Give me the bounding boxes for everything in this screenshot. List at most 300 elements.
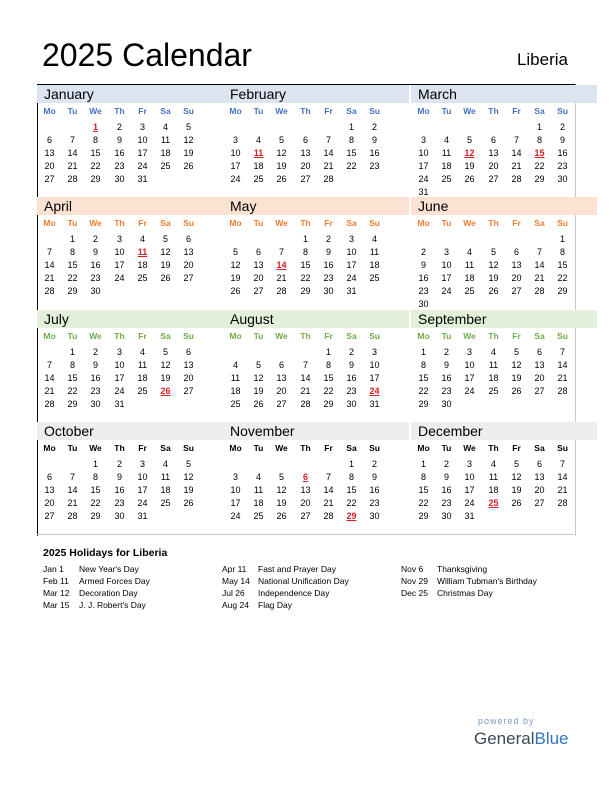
day-cell: 4 bbox=[490, 347, 496, 357]
day-cell: 14 bbox=[44, 373, 55, 383]
day-cell: 12 bbox=[488, 260, 499, 270]
weekday-label: Sa bbox=[160, 106, 171, 116]
holiday-day: 29 bbox=[346, 511, 357, 521]
day-cell: 30 bbox=[441, 399, 452, 409]
day-cell: 10 bbox=[464, 472, 475, 482]
day-cell: 10 bbox=[114, 360, 125, 370]
day-cell: 30 bbox=[346, 399, 357, 409]
day-cell: 8 bbox=[348, 135, 354, 145]
day-cell: 8 bbox=[69, 247, 75, 257]
calendar-bottom-rule bbox=[37, 534, 574, 535]
day-cell: 11 bbox=[488, 360, 499, 370]
day-cell: 18 bbox=[137, 373, 148, 383]
day-cell: 28 bbox=[534, 286, 545, 296]
powered-by-label: powered by bbox=[478, 716, 535, 726]
day-cell: 1 bbox=[302, 234, 308, 244]
day-cell: 5 bbox=[466, 135, 472, 145]
weekday-label: Sa bbox=[534, 218, 545, 228]
day-cell: 13 bbox=[253, 260, 264, 270]
month-name: October bbox=[44, 423, 94, 439]
day-cell: 28 bbox=[557, 498, 568, 508]
holiday-item bbox=[43, 563, 213, 575]
month-header bbox=[411, 422, 597, 440]
day-cell: 13 bbox=[44, 148, 55, 158]
day-cell: 20 bbox=[44, 498, 55, 508]
day-cell: 19 bbox=[276, 161, 287, 171]
day-cell: 20 bbox=[300, 498, 311, 508]
weekday-label: We bbox=[89, 443, 102, 453]
weekday-label: Th bbox=[114, 443, 125, 453]
holiday-day: 1 bbox=[92, 122, 98, 132]
holiday-column bbox=[43, 563, 213, 611]
day-cell: 6 bbox=[185, 347, 191, 357]
holiday-date: Nov 6 bbox=[401, 564, 424, 574]
day-cell: 21 bbox=[67, 161, 78, 171]
day-cell: 22 bbox=[90, 498, 101, 508]
day-cell: 24 bbox=[441, 286, 452, 296]
weekday-label: Fr bbox=[138, 106, 147, 116]
weekday-label: Th bbox=[488, 331, 499, 341]
day-cell: 3 bbox=[466, 459, 472, 469]
day-cell: 1 bbox=[420, 459, 426, 469]
day-cell: 1 bbox=[69, 347, 75, 357]
day-cell: 2 bbox=[92, 234, 98, 244]
day-cell: 27 bbox=[300, 511, 311, 521]
weekday-label: Tu bbox=[67, 331, 78, 341]
holiday-item bbox=[401, 575, 571, 587]
day-cell: 28 bbox=[67, 174, 78, 184]
day-cell: 28 bbox=[300, 399, 311, 409]
day-cell: 4 bbox=[139, 234, 145, 244]
day-cell: 5 bbox=[513, 459, 519, 469]
weekday-label: Tu bbox=[441, 218, 452, 228]
day-cell: 26 bbox=[253, 399, 264, 409]
month-june bbox=[411, 196, 597, 308]
day-cell: 16 bbox=[114, 148, 125, 158]
day-cell: 11 bbox=[441, 148, 452, 158]
day-cell: 2 bbox=[559, 122, 565, 132]
day-cell: 18 bbox=[488, 373, 499, 383]
day-cell: 4 bbox=[443, 135, 449, 145]
day-cell: 1 bbox=[69, 234, 75, 244]
holiday-name: William Tubman's Birthday bbox=[437, 576, 537, 586]
day-cell: 7 bbox=[559, 459, 565, 469]
weekday-label: We bbox=[463, 218, 476, 228]
holiday-name: New Year's Day bbox=[79, 564, 139, 574]
day-cell: 25 bbox=[137, 273, 148, 283]
day-cell: 4 bbox=[162, 122, 168, 132]
day-cell: 26 bbox=[464, 174, 475, 184]
weekday-label: Su bbox=[557, 443, 568, 453]
day-cell: 22 bbox=[323, 386, 334, 396]
day-cell: 26 bbox=[276, 174, 287, 184]
day-cell: 9 bbox=[348, 360, 354, 370]
day-cell: 8 bbox=[69, 360, 75, 370]
holidays-title: 2025 Holidays for Liberia bbox=[43, 547, 168, 559]
day-cell: 23 bbox=[369, 161, 380, 171]
day-cell: 14 bbox=[534, 260, 545, 270]
day-cell: 6 bbox=[278, 360, 284, 370]
day-cell: 15 bbox=[557, 260, 568, 270]
day-cell: 26 bbox=[230, 286, 241, 296]
weekday-label: Tu bbox=[441, 443, 452, 453]
day-cell: 20 bbox=[300, 161, 311, 171]
day-cell: 3 bbox=[232, 135, 238, 145]
day-cell: 16 bbox=[441, 485, 452, 495]
day-cell: 28 bbox=[44, 286, 55, 296]
weekday-label: Fr bbox=[324, 218, 333, 228]
day-cell: 31 bbox=[369, 399, 380, 409]
day-cell: 4 bbox=[232, 360, 238, 370]
day-cell: 11 bbox=[230, 373, 241, 383]
weekday-label: Sa bbox=[534, 331, 545, 341]
day-cell: 25 bbox=[160, 498, 171, 508]
day-cell: 9 bbox=[443, 472, 449, 482]
month-august bbox=[223, 309, 409, 421]
day-cell: 7 bbox=[46, 247, 52, 257]
day-cell: 19 bbox=[253, 386, 264, 396]
holiday-date: Jan 1 bbox=[43, 564, 64, 574]
day-cell: 17 bbox=[114, 373, 125, 383]
weekday-label: Mo bbox=[43, 331, 56, 341]
day-cell: 31 bbox=[346, 286, 357, 296]
day-cell: 1 bbox=[536, 122, 542, 132]
weekday-label: Th bbox=[300, 331, 311, 341]
weekday-label: Tu bbox=[67, 218, 78, 228]
day-cell: 19 bbox=[183, 485, 194, 495]
day-cell: 5 bbox=[255, 360, 261, 370]
month-march bbox=[411, 84, 597, 196]
brand-logo[interactable] bbox=[474, 729, 569, 749]
weekday-label: Mo bbox=[43, 106, 56, 116]
month-header bbox=[223, 197, 409, 215]
day-cell: 12 bbox=[230, 260, 241, 270]
month-header bbox=[411, 310, 597, 328]
holiday-day: 6 bbox=[302, 472, 308, 482]
day-cell: 7 bbox=[46, 360, 52, 370]
day-cell: 16 bbox=[441, 373, 452, 383]
day-cell: 5 bbox=[278, 472, 284, 482]
day-cell: 2 bbox=[443, 347, 449, 357]
day-cell: 28 bbox=[276, 286, 287, 296]
day-cell: 3 bbox=[139, 459, 145, 469]
day-cell: 15 bbox=[300, 260, 311, 270]
day-cell: 18 bbox=[464, 273, 475, 283]
day-cell: 10 bbox=[464, 360, 475, 370]
day-cell: 27 bbox=[276, 399, 287, 409]
day-cell: 24 bbox=[230, 174, 241, 184]
country-name: Liberia bbox=[516, 50, 568, 69]
day-cell: 24 bbox=[464, 386, 475, 396]
day-cell: 2 bbox=[443, 459, 449, 469]
holiday-item bbox=[43, 599, 213, 611]
day-cell: 6 bbox=[536, 459, 542, 469]
day-cell: 26 bbox=[183, 498, 194, 508]
weekday-label: Th bbox=[300, 218, 311, 228]
holiday-date: Nov 29 bbox=[401, 576, 428, 586]
day-cell: 16 bbox=[90, 373, 101, 383]
day-cell: 3 bbox=[443, 247, 449, 257]
weekday-label: Mo bbox=[417, 331, 430, 341]
day-cell: 13 bbox=[300, 148, 311, 158]
holiday-day: 25 bbox=[488, 498, 499, 508]
day-cell: 15 bbox=[418, 373, 429, 383]
weekday-label: Sa bbox=[346, 106, 357, 116]
day-cell: 12 bbox=[511, 472, 522, 482]
day-cell: 2 bbox=[371, 122, 377, 132]
day-cell: 14 bbox=[557, 472, 568, 482]
day-cell: 9 bbox=[371, 472, 377, 482]
day-cell: 2 bbox=[371, 459, 377, 469]
day-cell: 12 bbox=[276, 148, 287, 158]
day-cell: 14 bbox=[300, 373, 311, 383]
day-cell: 30 bbox=[114, 174, 125, 184]
day-cell: 8 bbox=[348, 472, 354, 482]
day-cell: 4 bbox=[162, 459, 168, 469]
month-header bbox=[223, 85, 409, 103]
month-july bbox=[37, 309, 223, 421]
day-cell: 15 bbox=[418, 485, 429, 495]
day-cell: 4 bbox=[255, 472, 261, 482]
weekday-label: We bbox=[463, 331, 476, 341]
weekday-label: Su bbox=[557, 218, 568, 228]
holiday-item bbox=[43, 587, 213, 599]
day-cell: 4 bbox=[255, 135, 261, 145]
holiday-name: Christmas Day bbox=[437, 588, 493, 598]
holiday-date: May 14 bbox=[222, 576, 250, 586]
weekday-label: We bbox=[275, 331, 288, 341]
day-cell: 20 bbox=[276, 386, 287, 396]
day-cell: 18 bbox=[160, 485, 171, 495]
day-cell: 28 bbox=[44, 399, 55, 409]
day-cell: 11 bbox=[369, 247, 380, 257]
day-cell: 5 bbox=[162, 234, 168, 244]
day-cell: 21 bbox=[67, 498, 78, 508]
day-cell: 24 bbox=[230, 511, 241, 521]
day-cell: 22 bbox=[67, 386, 78, 396]
day-cell: 21 bbox=[276, 273, 287, 283]
day-cell: 25 bbox=[137, 386, 148, 396]
day-cell: 6 bbox=[255, 247, 261, 257]
holiday-name: Flag Day bbox=[258, 600, 293, 610]
day-cell: 17 bbox=[464, 373, 475, 383]
day-cell: 5 bbox=[185, 122, 191, 132]
day-cell: 21 bbox=[534, 273, 545, 283]
day-cell: 9 bbox=[116, 472, 122, 482]
day-cell: 8 bbox=[559, 247, 565, 257]
day-cell: 17 bbox=[441, 273, 452, 283]
weekday-label: We bbox=[89, 331, 102, 341]
day-cell: 21 bbox=[323, 161, 334, 171]
day-cell: 4 bbox=[139, 347, 145, 357]
day-cell: 17 bbox=[137, 485, 148, 495]
day-cell: 1 bbox=[92, 459, 98, 469]
day-cell: 8 bbox=[420, 360, 426, 370]
day-cell: 27 bbox=[253, 286, 264, 296]
weekday-label: Fr bbox=[512, 106, 521, 116]
weekday-label: Tu bbox=[67, 106, 78, 116]
day-cell: 20 bbox=[44, 161, 55, 171]
weekday-label: Sa bbox=[534, 106, 545, 116]
day-cell: 8 bbox=[325, 360, 331, 370]
day-cell: 11 bbox=[160, 135, 171, 145]
day-cell: 19 bbox=[230, 273, 241, 283]
day-cell: 18 bbox=[230, 386, 241, 396]
day-cell: 22 bbox=[534, 161, 545, 171]
holiday-name: Armed Forces Day bbox=[79, 576, 150, 586]
day-cell: 13 bbox=[183, 247, 194, 257]
day-cell: 8 bbox=[302, 247, 308, 257]
day-cell: 19 bbox=[511, 485, 522, 495]
holiday-date: Dec 25 bbox=[401, 588, 428, 598]
day-cell: 10 bbox=[418, 148, 429, 158]
month-name: April bbox=[44, 198, 73, 214]
day-cell: 23 bbox=[114, 161, 125, 171]
day-cell: 5 bbox=[162, 347, 168, 357]
month-header bbox=[223, 310, 409, 328]
weekday-label: Mo bbox=[417, 443, 430, 453]
day-cell: 12 bbox=[511, 360, 522, 370]
month-header bbox=[223, 422, 409, 440]
weekday-label: Th bbox=[488, 218, 499, 228]
day-cell: 28 bbox=[511, 174, 522, 184]
month-header bbox=[37, 85, 223, 103]
brand-part-blue: Blue bbox=[534, 729, 569, 748]
weekday-label: Su bbox=[183, 106, 194, 116]
day-cell: 1 bbox=[348, 122, 354, 132]
month-name: September bbox=[418, 311, 487, 327]
day-cell: 17 bbox=[230, 498, 241, 508]
month-header bbox=[411, 197, 597, 215]
holiday-date: Jul 26 bbox=[222, 588, 245, 598]
day-cell: 20 bbox=[534, 485, 545, 495]
day-cell: 29 bbox=[90, 511, 101, 521]
month-header bbox=[37, 197, 223, 215]
day-cell: 21 bbox=[557, 373, 568, 383]
day-cell: 15 bbox=[90, 485, 101, 495]
month-january bbox=[37, 84, 223, 196]
day-cell: 23 bbox=[323, 273, 334, 283]
day-cell: 7 bbox=[559, 347, 565, 357]
weekday-label: Fr bbox=[324, 106, 333, 116]
day-cell: 31 bbox=[137, 511, 148, 521]
day-cell: 3 bbox=[466, 347, 472, 357]
day-cell: 16 bbox=[90, 260, 101, 270]
day-cell: 15 bbox=[323, 373, 334, 383]
day-cell: 5 bbox=[185, 459, 191, 469]
day-cell: 22 bbox=[557, 273, 568, 283]
day-cell: 17 bbox=[418, 161, 429, 171]
holiday-name: Decoration Day bbox=[79, 588, 138, 598]
day-cell: 11 bbox=[160, 472, 171, 482]
day-cell: 11 bbox=[464, 260, 475, 270]
holiday-date: Aug 24 bbox=[222, 600, 249, 610]
day-cell: 15 bbox=[90, 148, 101, 158]
day-cell: 13 bbox=[300, 485, 311, 495]
day-cell: 1 bbox=[420, 347, 426, 357]
day-cell: 13 bbox=[183, 360, 194, 370]
day-cell: 9 bbox=[371, 135, 377, 145]
weekday-label: Tu bbox=[441, 331, 452, 341]
day-cell: 25 bbox=[369, 273, 380, 283]
day-cell: 14 bbox=[67, 148, 78, 158]
holiday-item bbox=[401, 587, 571, 599]
month-november bbox=[223, 421, 409, 533]
day-cell: 8 bbox=[420, 472, 426, 482]
day-cell: 31 bbox=[137, 174, 148, 184]
month-may bbox=[223, 196, 409, 308]
weekday-label: Mo bbox=[229, 331, 242, 341]
day-cell: 10 bbox=[441, 260, 452, 270]
day-cell: 27 bbox=[534, 498, 545, 508]
weekday-label: Fr bbox=[512, 443, 521, 453]
day-cell: 24 bbox=[418, 174, 429, 184]
day-cell: 22 bbox=[418, 498, 429, 508]
month-name: November bbox=[230, 423, 295, 439]
day-cell: 13 bbox=[511, 260, 522, 270]
holiday-date: Feb 11 bbox=[43, 576, 69, 586]
month-header bbox=[411, 85, 597, 103]
day-cell: 22 bbox=[418, 386, 429, 396]
day-cell: 28 bbox=[67, 511, 78, 521]
day-cell: 17 bbox=[114, 260, 125, 270]
weekday-label: Su bbox=[369, 331, 380, 341]
weekday-label: Th bbox=[114, 106, 125, 116]
day-cell: 21 bbox=[323, 498, 334, 508]
month-name: August bbox=[230, 311, 274, 327]
weekday-label: We bbox=[89, 106, 102, 116]
weekday-label: Mo bbox=[43, 443, 56, 453]
day-cell: 12 bbox=[276, 485, 287, 495]
day-cell: 5 bbox=[232, 247, 238, 257]
day-cell: 1 bbox=[559, 234, 565, 244]
day-cell: 22 bbox=[346, 161, 357, 171]
holiday-name: Independence Day bbox=[258, 588, 330, 598]
day-cell: 15 bbox=[346, 485, 357, 495]
day-cell: 2 bbox=[116, 122, 122, 132]
day-cell: 12 bbox=[160, 360, 171, 370]
day-cell: 20 bbox=[183, 260, 194, 270]
day-cell: 29 bbox=[67, 399, 78, 409]
day-cell: 29 bbox=[300, 286, 311, 296]
day-cell: 6 bbox=[46, 472, 52, 482]
day-cell: 4 bbox=[371, 234, 377, 244]
weekday-label: Mo bbox=[417, 218, 430, 228]
weekday-label: Th bbox=[300, 443, 311, 453]
day-cell: 10 bbox=[369, 360, 380, 370]
weekday-label: Fr bbox=[138, 218, 147, 228]
holiday-day: 11 bbox=[137, 247, 148, 257]
day-cell: 16 bbox=[369, 148, 380, 158]
day-cell: 7 bbox=[536, 247, 542, 257]
weekday-label: Tu bbox=[253, 331, 264, 341]
day-cell: 15 bbox=[67, 373, 78, 383]
weekday-label: Fr bbox=[324, 443, 333, 453]
day-cell: 16 bbox=[418, 273, 429, 283]
day-cell: 23 bbox=[346, 386, 357, 396]
day-cell: 22 bbox=[90, 161, 101, 171]
day-cell: 16 bbox=[557, 148, 568, 158]
day-cell: 23 bbox=[90, 386, 101, 396]
day-cell: 6 bbox=[513, 247, 519, 257]
holiday-day: 15 bbox=[534, 148, 545, 158]
day-cell: 8 bbox=[536, 135, 542, 145]
day-cell: 27 bbox=[183, 273, 194, 283]
weekday-label: Su bbox=[183, 443, 194, 453]
day-cell: 16 bbox=[369, 485, 380, 495]
day-cell: 7 bbox=[69, 472, 75, 482]
day-cell: 22 bbox=[346, 498, 357, 508]
